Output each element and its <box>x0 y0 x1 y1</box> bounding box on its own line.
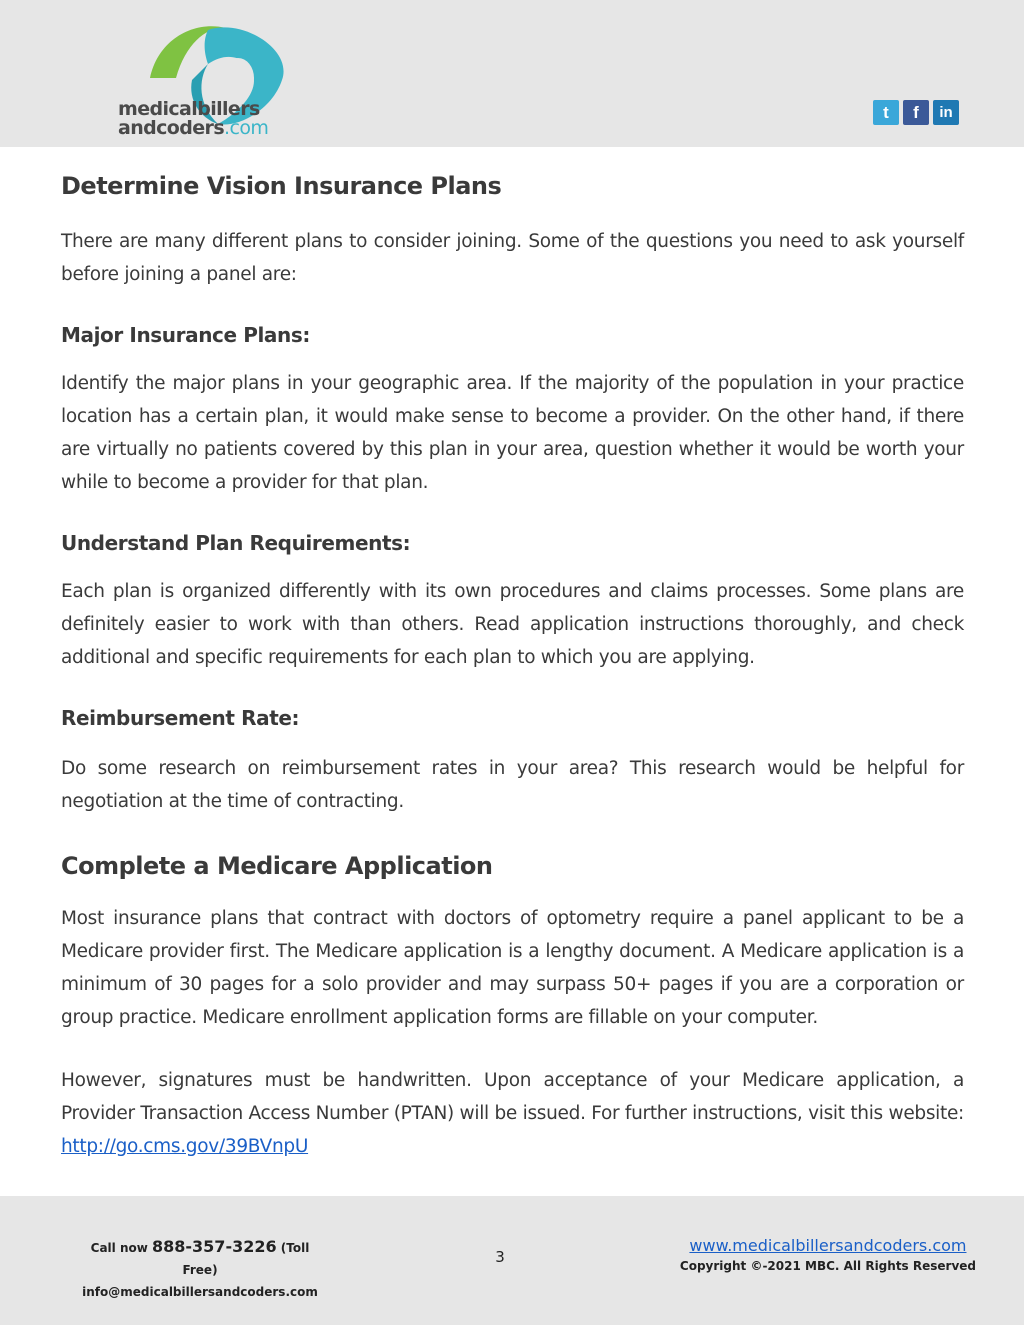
subheading-reimbursement-rate: Reimbursement Rate: <box>61 706 300 730</box>
twitter-icon[interactable]: t <box>873 100 899 125</box>
paragraph-vision-intro: There are many different plans to consider joining. Some of the questions you need to ask yourself before joining a panel are: <box>61 231 964 285</box>
logo-wordmark <box>118 100 268 138</box>
call-now-label: Call now <box>90 1241 152 1255</box>
paragraph-medicare-2 <box>61 1064 964 1163</box>
logo-line2-text: andcoders <box>118 117 225 139</box>
page-number: 3 <box>495 1248 505 1266</box>
subheading-major-plans: Major Insurance Plans: <box>61 323 310 347</box>
paragraph-reimbursement-rate: Do some research on reimbursement rates in your area? This research would be helpful for negotiation at the time of contracting. <box>61 758 964 812</box>
phone-number[interactable]: 888-357-3226 <box>152 1237 277 1256</box>
company-logo[interactable] <box>58 20 290 139</box>
paragraph-plan-requirements: Each plan is organized differently with its own procedures and claims processes. Some plans are definitely easier to work with than others. Read application instructions thoroughly, and check additional and specific requirements for each plan to which you are applying. <box>61 581 964 668</box>
logo-suffix: .com <box>224 117 269 139</box>
footer-site-info <box>680 1236 976 1276</box>
facebook-icon[interactable]: f <box>903 100 929 125</box>
section-title-vision-plans: Determine Vision Insurance Plans <box>61 172 502 200</box>
linkedin-icon[interactable]: in <box>933 100 959 125</box>
paragraph-medicare-2-text: However, signatures must be handwritten. Upon acceptance of your Medicare application, a Provider Transaction Access Number (PTAN) will be issued. For further instructions, visit this website: <box>61 1070 964 1124</box>
logo-line2 <box>118 119 268 138</box>
page-header <box>0 0 1024 147</box>
footer-email[interactable]: info@medicalbillersandcoders.com <box>82 1285 318 1299</box>
website-link[interactable]: www.medicalbillersandcoders.com <box>689 1236 967 1255</box>
toll-free-label: (Toll Free) <box>182 1241 310 1277</box>
social-links <box>873 100 959 125</box>
copyright-text: Copyright ©-2021 MBC. All Rights Reserved <box>679 1259 976 1273</box>
paragraph-major-plans: Identify the major plans in your geographic area. If the majority of the population in your practice location has a certain plan, it would make sense to become a provider. On the other hand, if there are virtually no patients covered by this plan in your area, question whether it would be worth your while to become a provider for that plan. <box>61 373 964 493</box>
logo-line1: medicalbillers <box>118 98 260 120</box>
main-content <box>61 170 964 1163</box>
footer-call-line <box>80 1236 320 1281</box>
subheading-plan-requirements: Understand Plan Requirements: <box>61 531 411 555</box>
paragraph-medicare-1: Most insurance plans that contract with doctors of optometry require a panel applicant to be a Medicare provider first. The Medicare application is a lengthy document. A Medicare application is a minimum of 30 pages for a solo provider and may surpass 50+ pages if you are a corporation or group practice. Medicare enrollment application forms are fillable on your computer. <box>61 908 964 1028</box>
section-title-medicare: Complete a Medicare Application <box>61 852 493 880</box>
footer-contact <box>80 1236 320 1303</box>
cms-link[interactable]: http://go.cms.gov/39BVnpU <box>61 1136 309 1157</box>
page-footer <box>0 1196 1024 1325</box>
